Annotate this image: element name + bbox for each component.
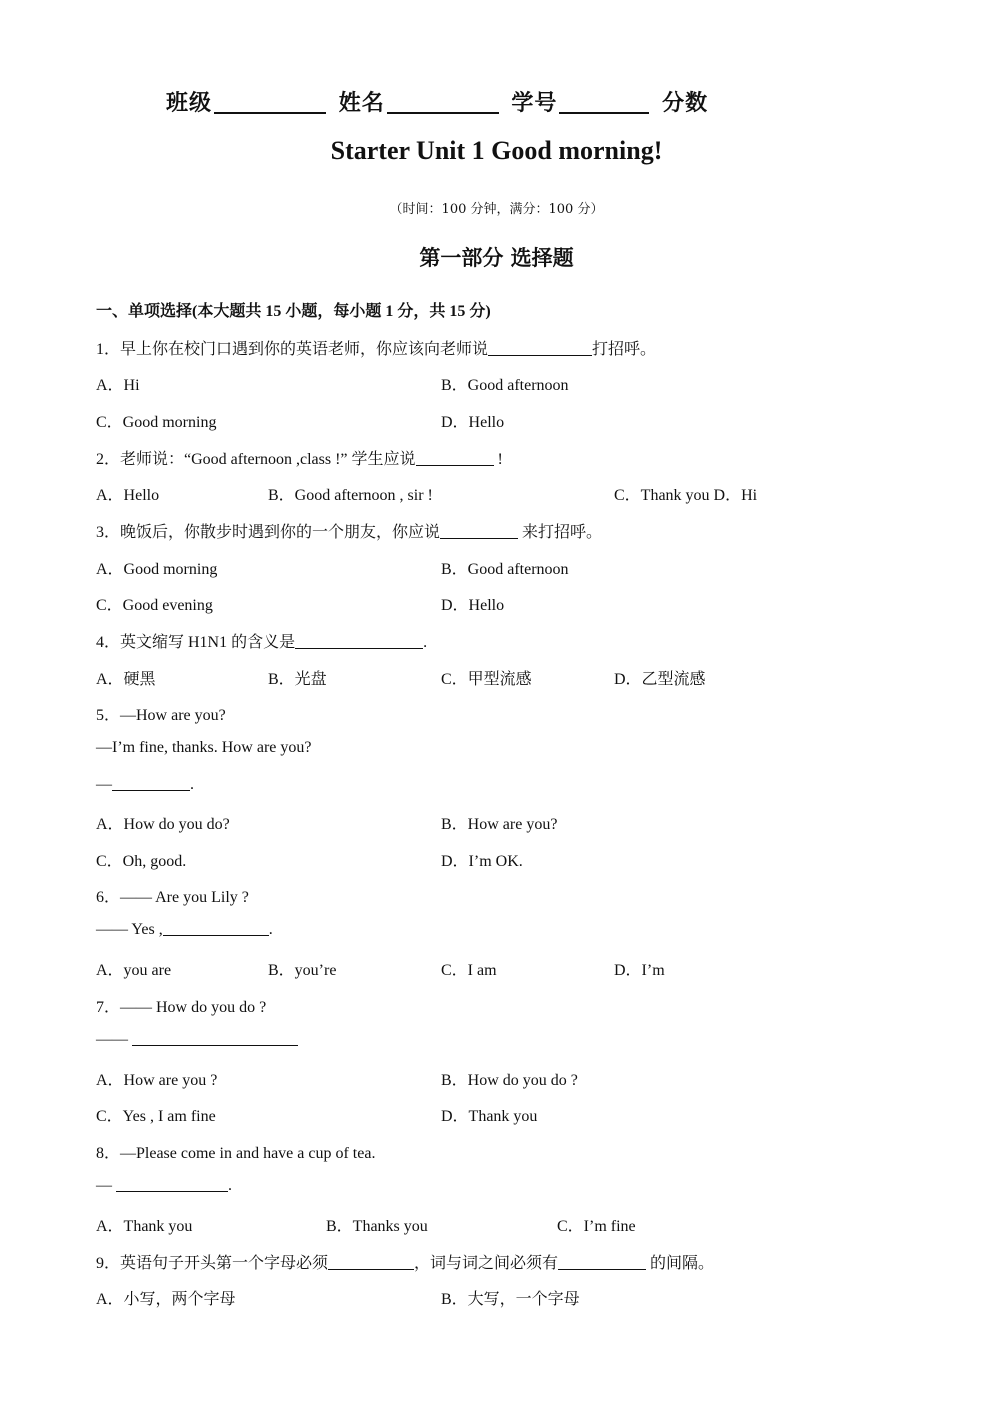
question-6-option-b[interactable]: B．you’re	[268, 962, 337, 979]
class-blank[interactable]	[214, 90, 326, 114]
question-1-option-d[interactable]: D．Hello	[441, 414, 505, 431]
question-7-stem: 7．—— How do you do ?	[96, 999, 267, 1016]
question-4-option-d[interactable]: D．乙型流感	[614, 671, 706, 688]
question-5-stem: 5．—How are you?	[96, 707, 226, 724]
student-info-header	[166, 86, 708, 117]
question-7-option-b[interactable]: B．How do you do ?	[441, 1072, 578, 1089]
answer-blank[interactable]	[558, 1255, 646, 1270]
score-label: 分数	[662, 90, 709, 116]
question-6-stem: 6．—— Are you Lily ?	[96, 889, 249, 906]
question-5-answer-line: — .	[96, 776, 194, 793]
question-1-stem: 1．早上你在校门口遇到你的英语老师，你应该向老师说 打招呼。	[96, 341, 657, 358]
question-3-option-a[interactable]: A．Good morning	[96, 561, 218, 578]
question-8-stem: 8．—Please come in and have a cup of tea.	[96, 1145, 376, 1162]
question-8-option-b[interactable]: B．Thanks you	[326, 1218, 428, 1235]
question-3-option-d[interactable]: D．Hello	[441, 597, 505, 614]
answer-blank[interactable]	[416, 451, 494, 466]
question-4-option-b[interactable]: B．光盘	[268, 671, 327, 688]
question-8-answer-line: — .	[96, 1177, 232, 1194]
answer-blank[interactable]	[440, 524, 518, 539]
question-8-option-c[interactable]: C．I’m fine	[557, 1218, 636, 1235]
question-8-option-a[interactable]: A．Thank you	[96, 1218, 193, 1235]
question-3-stem: 3．晚饭后，你散步时遇到你的一个朋友，你应说 来打招呼。	[96, 524, 603, 541]
question-1-option-b[interactable]: B．Good afternoon	[441, 377, 569, 394]
question-2-stem: 2．老师说：“Good afternoon ,class !” 学生应说 !	[96, 451, 503, 468]
question-5-dialogue-line: —I’m fine, thanks. How are you?	[96, 739, 312, 756]
question-4-option-c[interactable]: C．甲型流感	[441, 671, 532, 688]
answer-blank[interactable]	[328, 1255, 414, 1270]
class-label: 班级	[166, 90, 213, 116]
question-6-option-d[interactable]: D．I’m	[614, 962, 665, 979]
section-title: 一、单项选择(本大题共 15 小题，每小题 1 分，共 15 分)	[96, 303, 491, 320]
question-3-option-c[interactable]: C．Good evening	[96, 597, 213, 614]
question-9-option-a[interactable]: A．小写，两个字母	[96, 1291, 236, 1308]
question-4-option-a[interactable]: A．硬黑	[96, 671, 156, 688]
question-5-option-d[interactable]: D．I’m OK.	[441, 853, 523, 870]
id-label: 学号	[511, 90, 558, 116]
question-6-answer-line: —— Yes , .	[96, 921, 273, 938]
question-7-option-a[interactable]: A．How are you ?	[96, 1072, 218, 1089]
question-3-option-b[interactable]: B．Good afternoon	[441, 561, 569, 578]
answer-blank[interactable]	[112, 776, 190, 791]
name-label: 姓名	[338, 90, 385, 116]
question-5-option-c[interactable]: C．Oh, good.	[96, 853, 187, 870]
page-title: Starter Unit 1 Good morning!	[330, 136, 663, 165]
question-7-option-d[interactable]: D．Thank you	[441, 1108, 538, 1125]
answer-blank[interactable]	[132, 1031, 298, 1046]
question-2-option-cd[interactable]: C．Thank you D．Hi	[614, 487, 758, 504]
part-title: 第一部分 选择题	[419, 245, 574, 270]
question-1-option-a[interactable]: A．Hi	[96, 377, 140, 394]
answer-blank[interactable]	[295, 634, 423, 649]
question-6-option-a[interactable]: A．you are	[96, 962, 172, 979]
question-7-answer-line: ——	[96, 1031, 298, 1049]
question-7-option-c[interactable]: C．Yes , I am fine	[96, 1108, 216, 1125]
question-2-option-a[interactable]: A．Hello	[96, 487, 160, 504]
question-4-stem: 4．英文缩写 H1N1 的含义是 .	[96, 634, 428, 651]
name-blank[interactable]	[387, 90, 499, 114]
question-5-option-a[interactable]: A．How do you do?	[96, 816, 230, 833]
question-2-option-b[interactable]: B．Good afternoon , sir !	[268, 487, 433, 504]
id-blank[interactable]	[559, 90, 649, 114]
answer-blank[interactable]	[163, 921, 269, 936]
question-9-stem: 9．英语句子开头第一个字母必须 ，词与词之间必须有 的间隔。	[96, 1255, 715, 1272]
question-1-option-c[interactable]: C．Good morning	[96, 414, 217, 431]
question-6-option-c[interactable]: C．I am	[441, 962, 497, 979]
answer-blank[interactable]	[488, 341, 592, 356]
question-5-option-b[interactable]: B．How are you?	[441, 816, 558, 833]
answer-blank[interactable]	[116, 1177, 228, 1192]
exam-time-note: （时间：100 分钟，满分：100 分）	[389, 202, 604, 217]
question-9-option-b[interactable]: B．大写，一个字母	[441, 1291, 580, 1308]
